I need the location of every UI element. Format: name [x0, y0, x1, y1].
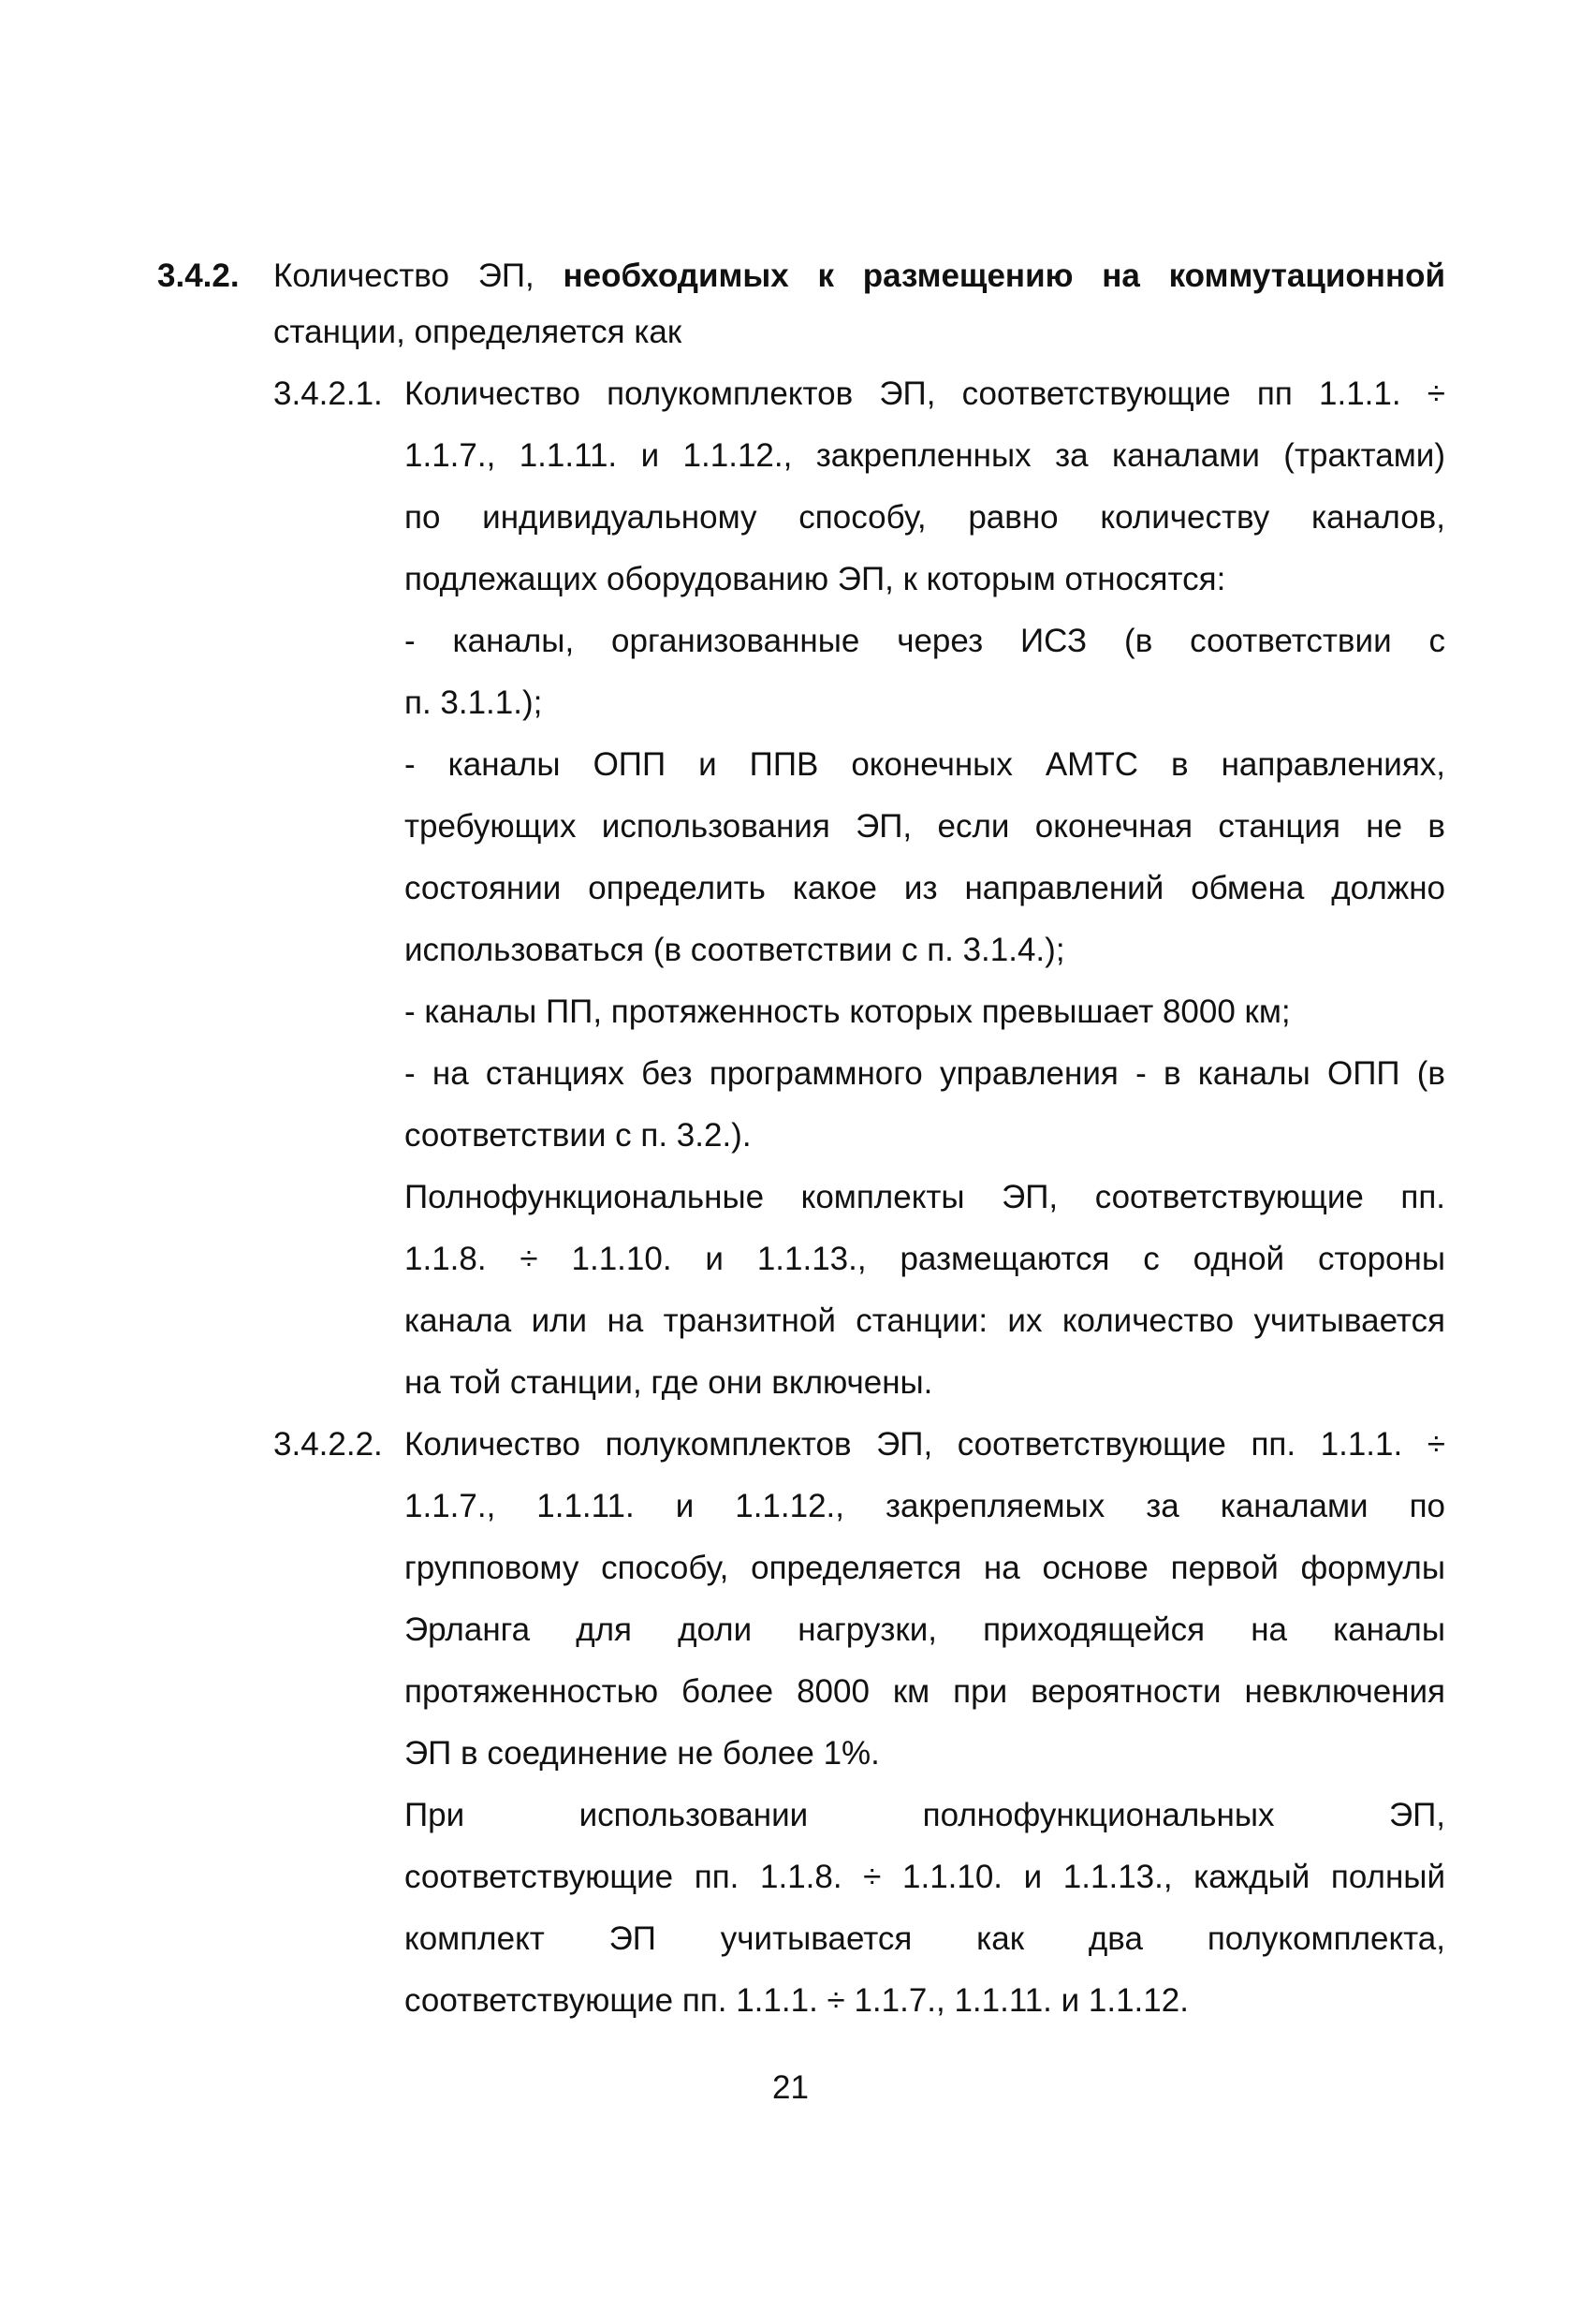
section-3-4-2-2-line: 1.1.7., 1.1.11. и 1.1.12., закрепляемых за каналами по: [404, 1488, 1445, 1524]
section-number-3-4-2-2: 3.4.2.2.: [273, 1426, 383, 1463]
paragraph-usage-cont: комплект ЭП учитывается как два полукомплекта,: [404, 1920, 1445, 1957]
section-3-4-2-2-line: Количество полукомплектов ЭП, соответствующие пп. 1.1.1. ÷: [404, 1426, 1445, 1463]
section-3-4-2-1-line: Количество полукомплектов ЭП, соответствующие пп 1.1.1. ÷: [404, 375, 1445, 412]
section-number-3-4-2: 3.4.2.: [157, 257, 240, 294]
section-3-4-2-2-line: Эрланга для доли нагрузки, приходящейся на каналы: [404, 1611, 1445, 1648]
section-3-4-2-1-line: подлежащих оборудованию ЭП, к которым относятся:: [404, 561, 1226, 597]
section-3-4-2-2-line: групповому способу, определяется на основе первой формулы: [404, 1550, 1445, 1586]
section-3-4-2-line-1-bold: необходимых к размещению на коммутационной: [563, 257, 1445, 294]
page-number: 21: [772, 2069, 809, 2106]
paragraph-usage-cont: соответствующие пп. 1.1.8. ÷ 1.1.10. и 1.1.13., каждый полный: [404, 1859, 1445, 1895]
list-item-isz-cont: п. 3.1.1.);: [404, 684, 543, 721]
section-number-3-4-2-1: 3.4.2.1.: [273, 375, 383, 412]
section-3-4-2-line-2: станции, определяется как: [273, 314, 682, 350]
list-item-pp: - каналы ПП, протяженность которых превышает 8000 км;: [404, 993, 1291, 1030]
list-item-opp-ppv: - каналы ОПП и ППВ оконечных АМТС в направлениях,: [404, 746, 1445, 783]
paragraph-full-function-cont: 1.1.8. ÷ 1.1.10. и 1.1.13., размещаются с одной стороны: [404, 1241, 1445, 1277]
section-3-4-2-1-line: 1.1.7., 1.1.11. и 1.1.12., закрепленных за каналами (трактами): [404, 437, 1445, 474]
list-item-no-program: - на станциях без программного управления - в каналы ОПП (в: [404, 1055, 1445, 1092]
list-item-opp-ppv-cont: состоянии определить какое из направлений обмена должно: [404, 870, 1445, 906]
section-3-4-2-line-1-start: Количество ЭП,: [273, 257, 564, 294]
paragraph-usage: При использовании полнофункциональных ЭП,: [404, 1797, 1445, 1833]
section-3-4-2-2-line: ЭП в соединение не более 1%.: [404, 1735, 880, 1772]
paragraph-full-function-cont: канала или на транзитной станции: их количество учитывается: [404, 1302, 1445, 1339]
section-3-4-2-line-1: [273, 255, 1445, 298]
list-item-opp-ppv-cont: требующих использования ЭП, если оконечная станция не в: [404, 808, 1445, 845]
list-item-isz: - каналы, организованные через ИСЗ (в соответствии с: [404, 623, 1445, 659]
list-item-opp-ppv-cont: использоваться (в соответствии с п. 3.1.4.);: [404, 932, 1065, 968]
paragraph-full-function: Полнофункциональные комплекты ЭП, соответствующие пп.: [404, 1179, 1445, 1215]
section-3-4-2-1-line: по индивидуальному способу, равно количеству каналов,: [404, 499, 1445, 536]
paragraph-full-function-cont: на той станции, где они включены.: [404, 1364, 933, 1401]
list-item-no-program-cont: соответствии с п. 3.2.).: [404, 1117, 752, 1154]
section-3-4-2-2-line: протяженностью более 8000 км при вероятности невключения: [404, 1673, 1445, 1710]
paragraph-usage-cont: соответствующие пп. 1.1.1. ÷ 1.1.7., 1.1.11. и 1.1.12.: [404, 1982, 1189, 2019]
